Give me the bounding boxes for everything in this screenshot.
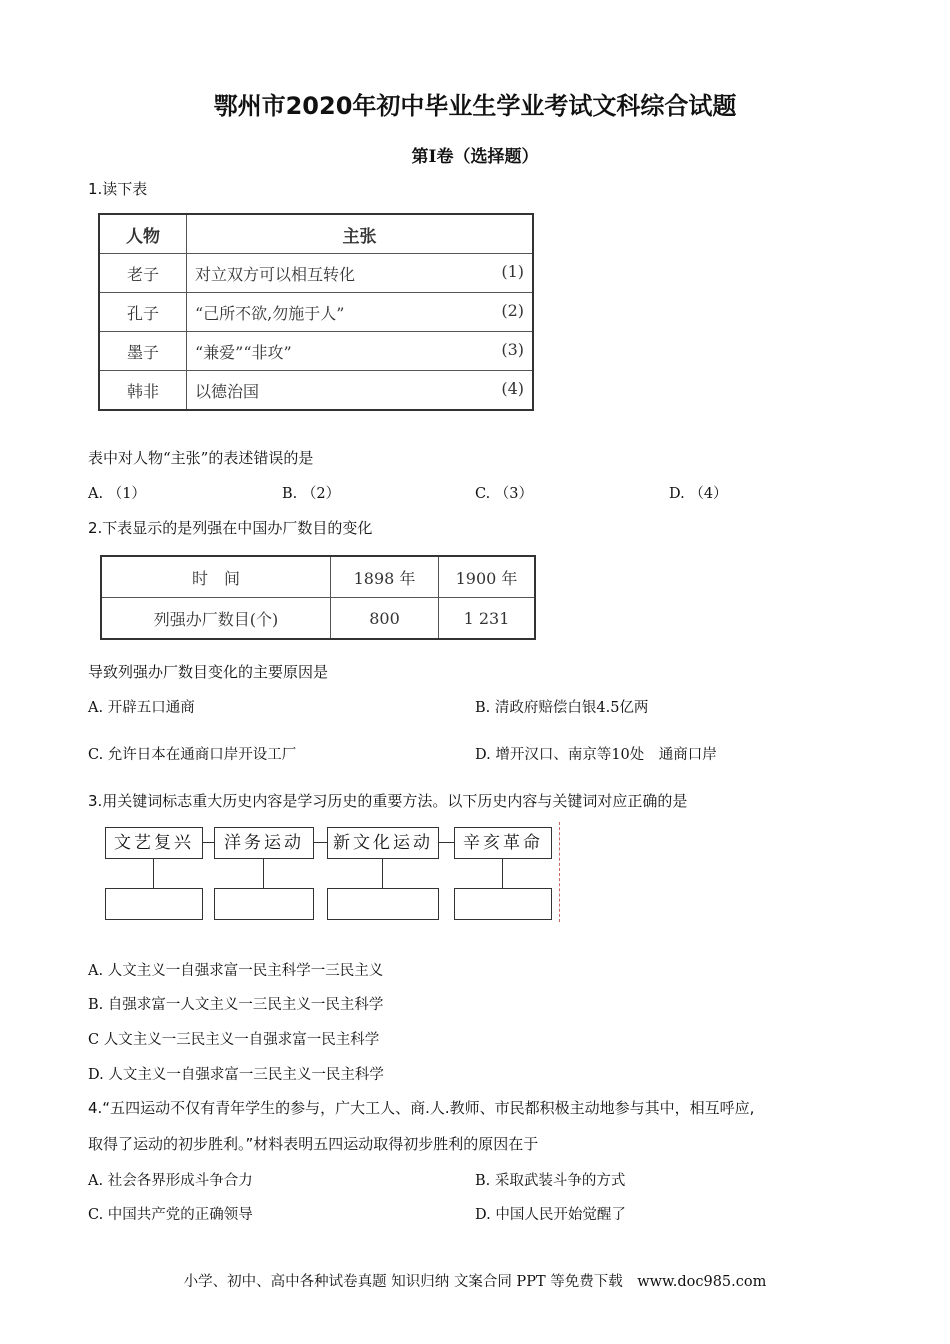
q4-option-a[interactable]: A. 社会各界形成斗争合力 <box>88 1173 253 1189</box>
table-row <box>101 556 535 598</box>
page-title: 鄂州市2020年初中毕业生学业考试文科综合试题 <box>213 92 737 120</box>
connector-line <box>153 858 154 888</box>
table-cell: 1 231 <box>439 598 536 640</box>
q3-option-a[interactable]: A. 人文主义一自强求富一民主科学一三民主义 <box>88 963 384 979</box>
q1-stem: 1.读下表 <box>88 180 148 198</box>
connector-line <box>202 842 214 843</box>
q2-option-c[interactable]: C. 允许日本在通商口岸开设工厂 <box>88 747 297 763</box>
q1-person: 孔子 <box>99 293 187 332</box>
q4-option-d[interactable]: D. 中国人民开始觉醒了 <box>475 1207 626 1223</box>
q1-claim: “己所不欲,勿施于人” <box>195 303 345 323</box>
q1-header-claim: 主张 <box>187 214 534 254</box>
q3-option-c[interactable]: C 人文主义一三民主义一自强求富一民主科学 <box>88 1032 380 1048</box>
keyword-box: 文艺复兴 <box>105 827 203 859</box>
q2-stem: 2.下表显示的是列强在中国办厂数目的变化 <box>88 519 373 537</box>
q2-question: 导致列强办厂数目变化的主要原因是 <box>88 663 329 681</box>
footer-text: 小学、初中、高中各种试卷真题 知识归纳 文案合同 PPT 等免费下载 www.doc985.com <box>183 1274 767 1290</box>
table-row <box>101 598 535 640</box>
q2-option-b[interactable]: B. 清政府赔偿白银4.5亿两 <box>475 700 649 716</box>
answer-box <box>454 888 552 920</box>
table-cell: 时 间 <box>101 556 331 598</box>
answer-box <box>327 888 439 920</box>
keyword-box: 新文化运动 <box>327 827 439 859</box>
q4-stem-line1: 4.“五四运动不仅有青年学生的参与，广大工人、商.人.教师、市民都积极主动地参与其中，相互呼应, <box>88 1099 755 1117</box>
q4-stem-line2: 取得了运动的初步胜利。”材料表明五四运动取得初步胜利的原因在于 <box>88 1135 539 1153</box>
q1-option-d[interactable]: D. （4） <box>669 486 728 502</box>
answer-box <box>214 888 314 920</box>
table-cell: 800 <box>331 598 439 640</box>
table-row <box>99 371 533 411</box>
q4-option-c[interactable]: C. 中国共产党的正确领导 <box>88 1207 253 1223</box>
table-cell: 1898 年 <box>331 556 439 598</box>
q1-claim: “兼爱”“非攻” <box>195 342 292 362</box>
table-row <box>99 293 533 332</box>
q1-table <box>98 213 534 411</box>
q1-header-person: 人物 <box>99 214 187 254</box>
q2-table <box>100 555 536 640</box>
table-row <box>99 332 533 371</box>
q1-person: 墨子 <box>99 332 187 371</box>
q1-num: (1) <box>501 261 524 281</box>
q4-option-b[interactable]: B. 采取武装斗争的方式 <box>475 1173 626 1189</box>
connector-line <box>263 858 264 888</box>
q1-num: (4) <box>501 378 524 398</box>
answer-box <box>105 888 203 920</box>
connector-line <box>313 842 327 843</box>
q1-option-b[interactable]: B. （2） <box>282 486 341 502</box>
q2-option-d[interactable]: D. 增开汉口、南京等10处 通商口岸 <box>475 747 717 763</box>
q1-num: (3) <box>501 339 524 359</box>
keyword-box: 洋务运动 <box>214 827 314 859</box>
connector-line <box>382 858 383 888</box>
table-row <box>99 254 533 293</box>
q1-option-c[interactable]: C. （3） <box>475 486 534 502</box>
q1-person: 老子 <box>99 254 187 293</box>
q2-option-a[interactable]: A. 开辟五口通商 <box>88 700 195 716</box>
q3-option-d[interactable]: D. 人文主义一自强求富一三民主义一民主科学 <box>88 1067 384 1083</box>
connector-line <box>438 842 454 843</box>
q1-claim: 对立双方可以相互转化 <box>195 264 356 284</box>
section-subtitle: 第Ⅰ卷（选择题） <box>411 147 539 167</box>
connector-line <box>502 858 503 888</box>
table-cell: 列强办厂数目(个) <box>101 598 331 640</box>
q3-option-b[interactable]: B. 自强求富一人文主义一三民主义一民主科学 <box>88 997 384 1013</box>
divider <box>559 822 560 922</box>
q3-stem: 3.用关键词标志重大历史内容是学习历史的重要方法。以下历史内容与关键词对应正确的是 <box>88 792 688 810</box>
q1-num: (2) <box>501 300 524 320</box>
q1-claim: 以德治国 <box>195 381 260 401</box>
keyword-box: 辛亥革命 <box>454 827 552 859</box>
q1-person: 韩非 <box>99 371 187 411</box>
table-cell: 1900 年 <box>439 556 536 598</box>
q1-question: 表中对人物“主张”的表述错误的是 <box>88 449 314 467</box>
q1-option-a[interactable]: A. （1） <box>88 486 146 502</box>
